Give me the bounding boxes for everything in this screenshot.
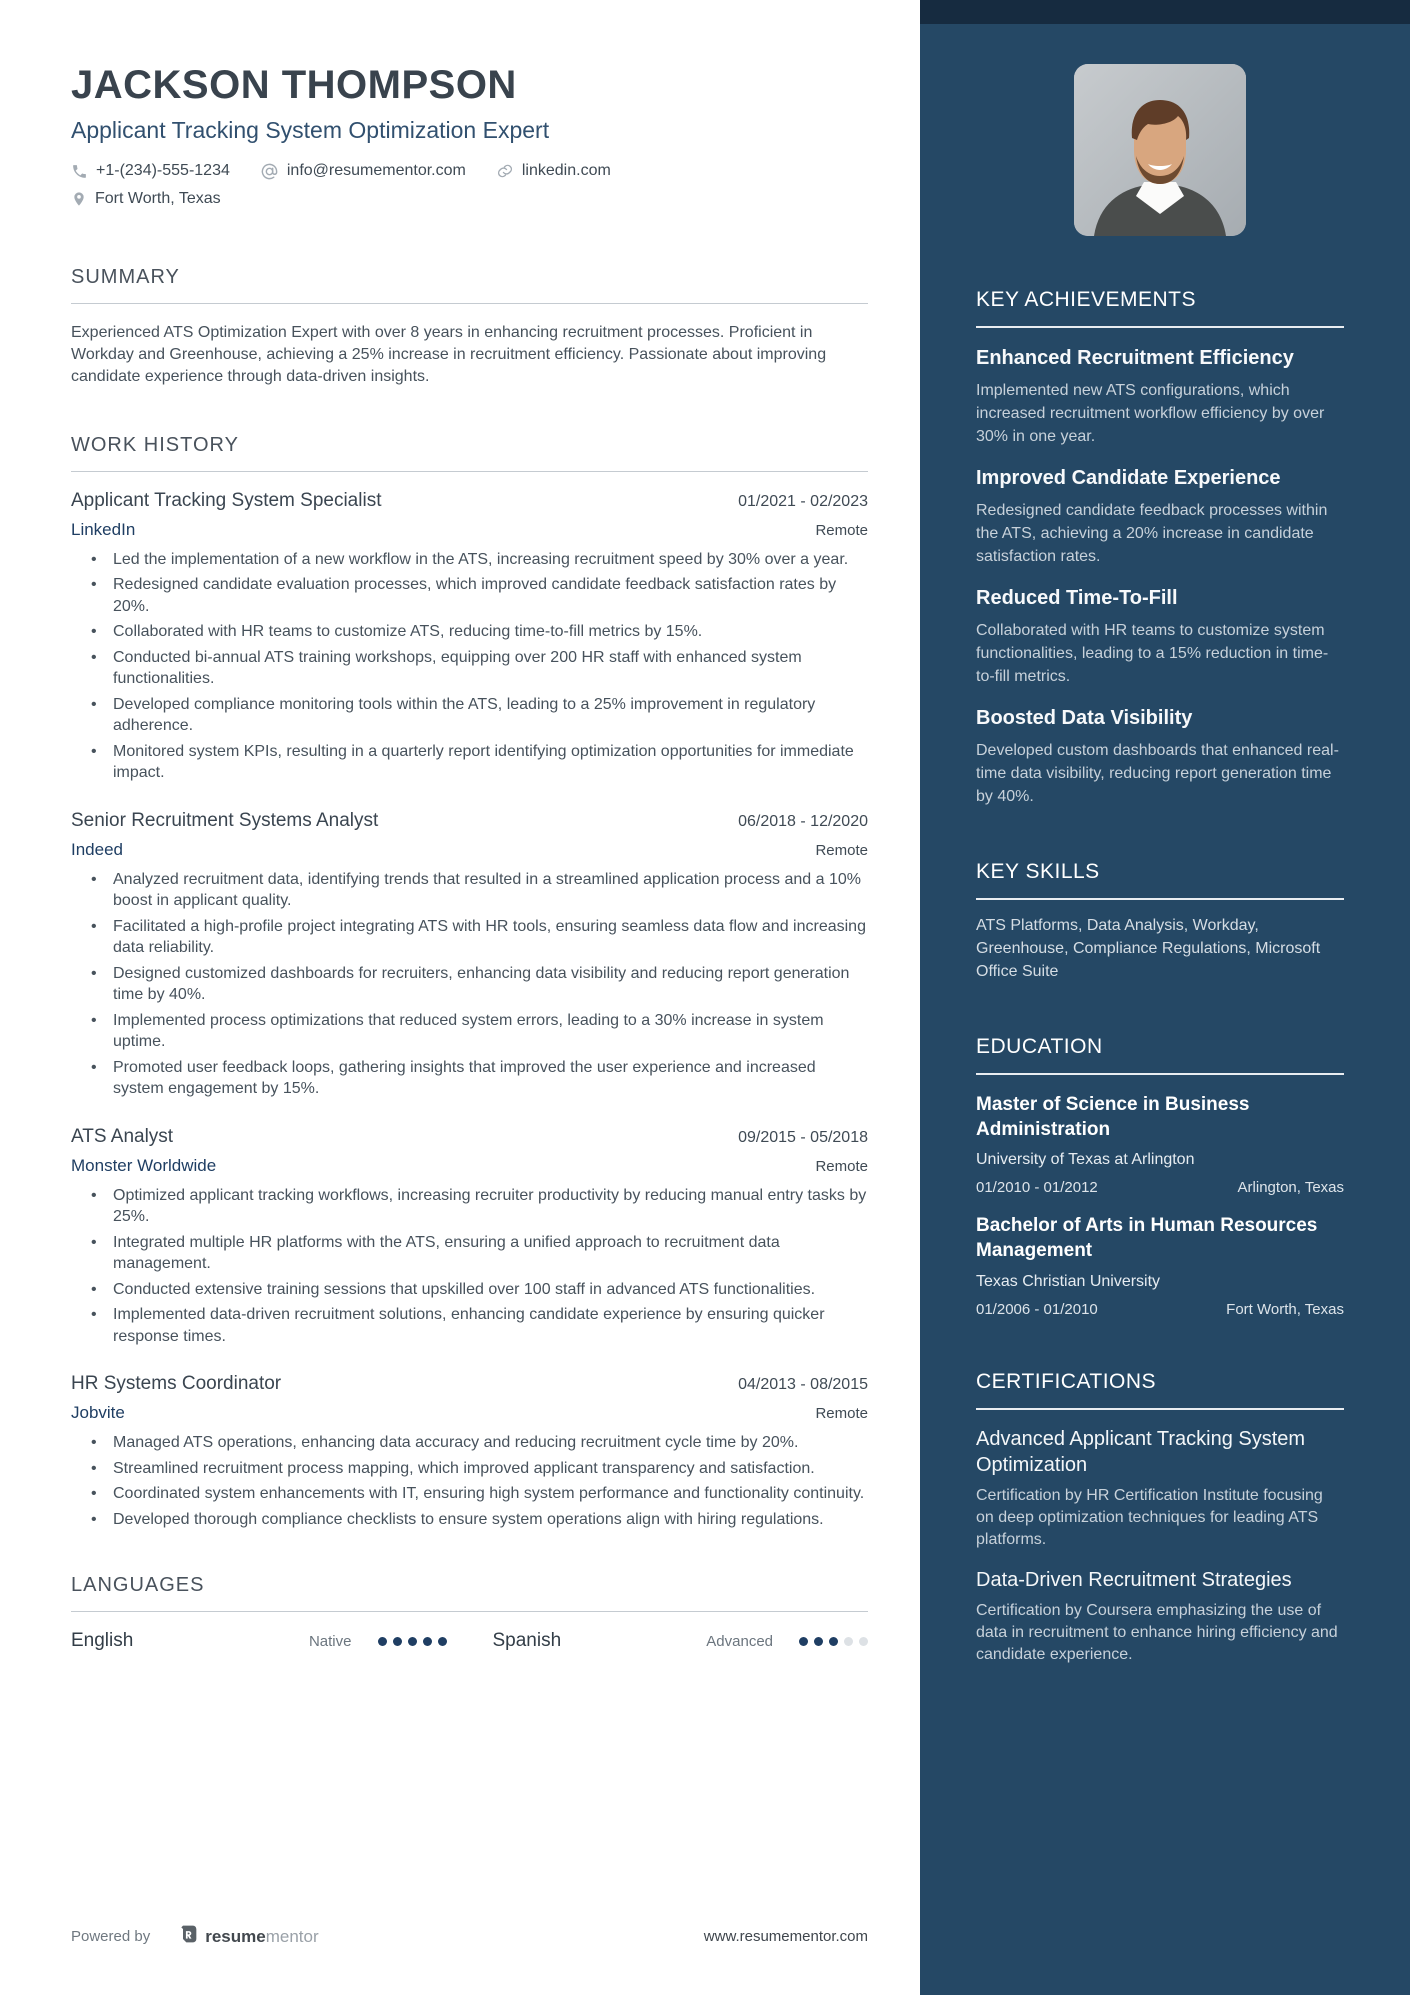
key-skills-text: ATS Platforms, Data Analysis, Workday, Greenhouse, Compliance Regulations, Microsoft Office Suite [976,917,1321,980]
email-contact[interactable] [260,162,466,181]
job-title: Applicant Tracking System Specialist [71,489,382,511]
job-bullets [71,549,868,784]
email-address: info@resumementor.com [286,162,466,180]
job-bullet: • Monitored system KPIs, resulting in a quarterly report identifying optimization opportunities for immediate impact. [71,741,868,784]
job-bullet: • Implemented data-driven recruitment solutions, enhancing candidate experience by ensuring quicker response times. [71,1304,868,1347]
job-bullet: • Conducted bi-annual ATS training workshops, equipping over 200 HR staff with enhanced system functionalities. [71,647,868,690]
language-proficiency-dots [372,1637,447,1646]
education-dates: 01/2010 - 01/2012 [976,1179,1098,1197]
job-company: Indeed [71,839,123,859]
dot-filled [799,1637,808,1646]
language-level: Native [308,1632,352,1650]
achievement-text: Redesigned candidate feedback processes within the ATS, achieving a 20% increase in candidate satisfaction rates. [976,502,1328,565]
resumementor-logo-icon [178,1924,198,1949]
job-bullet: • Promoted user feedback loops, gathering insights that improved the user experience and increased system engagement by 15%. [71,1057,868,1100]
certification-title: Data-Driven Recruitment Strategies [976,1568,1292,1591]
certifications-section [976,1370,1344,1666]
job-bullet: • Developed thorough compliance checklists to ensure system operations align with hiring regulations. [71,1509,868,1531]
achievement-title: Improved Candidate Experience [976,467,1281,489]
job-title: HR Systems Coordinator [71,1373,282,1395]
certification-text: Certification by HR Certification Institute focusing on deep optimization techniques for leading ATS platforms. [976,1486,1323,1548]
website-contact[interactable] [496,162,611,180]
education-section [976,1035,1344,1318]
education-heading: EDUCATION [976,1035,1344,1075]
dot-empty [844,1637,853,1646]
certifications-list [976,1426,1344,1666]
language-item [493,1630,869,1652]
job-location: Remote [815,1157,868,1175]
certification-title: Advanced Applicant Tracking System Optimization [976,1427,1306,1476]
job-entry [71,810,868,1100]
achievement-item [976,345,1344,448]
job-bullet: • Coordinated system enhancements with IT, ensuring high system performance and functionality continuity. [71,1483,868,1505]
powered-by-label: Powered by [71,1928,151,1945]
dot-filled [438,1637,447,1646]
job-bullet: • Implemented process optimizations that reduced system errors, leading to a 30% increase in system uptime. [71,1010,868,1053]
page-footer [71,1924,868,1949]
job-entry [71,1373,868,1530]
dot-filled [378,1637,387,1646]
job-location: Remote [815,841,868,859]
location-contact [71,190,221,208]
at-icon [260,162,279,181]
candidate-title: Applicant Tracking System Optimization Expert [71,117,550,143]
resumementor-logo-text: resumementor [205,1926,319,1946]
phone-icon [71,163,88,180]
key-achievements-section [976,288,1344,808]
job-bullet: • Integrated multiple HR platforms with the ATS, ensuring a unified approach to recruitment data management. [71,1232,868,1275]
work-history-section [71,434,868,1531]
job-bullet: • Conducted extensive training sessions that upskilled over 100 staff in advanced ATS functionalities. [71,1279,868,1301]
summary-section [71,266,868,388]
achievement-title: Reduced Time-To-Fill [976,587,1178,609]
resumementor-logo[interactable] [178,1924,318,1949]
degree-title: Bachelor of Arts in Human Resources Management [976,1215,1318,1262]
job-bullet: • Facilitated a high-profile project integrating ATS with HR tools, ensuring seamless data flow and increasing data reliability. [71,916,868,959]
achievement-item [976,705,1344,808]
language-name: Spanish [492,1630,562,1652]
education-location: Fort Worth, Texas [1226,1300,1344,1318]
job-dates: 09/2015 - 05/2018 [738,1128,868,1146]
dot-filled [408,1637,417,1646]
job-entry [71,490,868,784]
key-achievements-list [976,345,1344,808]
contact-block [71,162,868,208]
job-entry [71,1126,868,1348]
phone-contact[interactable] [71,162,230,180]
job-dates: 04/2013 - 08/2015 [738,1376,868,1394]
dot-filled [423,1637,432,1646]
languages-section [71,1574,868,1652]
footer-website-url[interactable]: www.resumementor.com [703,1928,868,1945]
key-achievements-heading: KEY ACHIEVEMENTS [976,288,1344,328]
job-bullet: • Redesigned candidate evaluation processes, which improved candidate feedback satisfaction rates by 20%. [71,574,868,617]
job-dates: 01/2021 - 02/2023 [738,492,868,510]
language-name: English [71,1630,134,1652]
education-dates: 01/2006 - 01/2010 [976,1300,1098,1318]
sidebar [920,0,1410,1995]
job-title: ATS Analyst [71,1125,174,1147]
contact-row-1 [71,162,868,181]
job-bullet: • Managed ATS operations, enhancing data accuracy and reducing recruitment cycle time by 20%. [71,1432,868,1454]
language-item [71,1630,447,1652]
school-name: University of Texas at Arlington [976,1151,1195,1169]
contact-row-2 [71,190,868,208]
job-bullet: • Streamlined recruitment process mapping, which improved applicant transparency and satisfaction. [71,1458,868,1480]
certifications-heading: CERTIFICATIONS [976,1370,1344,1410]
job-company: LinkedIn [71,519,136,539]
certification-entry [976,1426,1344,1551]
link-icon [496,162,514,180]
job-bullet: • Analyzed recruitment data, identifying trends that resulted in a streamlined application process and a 10% boost in applicant quality. [71,869,868,912]
job-bullet: • Led the implementation of a new workflow in the ATS, increasing recruitment speed by 30% over a year. [71,549,868,571]
achievement-item [976,465,1344,568]
languages-heading: LANGUAGES [71,1574,868,1612]
job-company: Monster Worldwide [71,1155,217,1175]
achievement-text: Developed custom dashboards that enhanced real-time data visibility, reducing report generation time by 40%. [976,742,1339,805]
candidate-name: JACKSON THOMPSON [71,63,517,107]
job-company: Jobvite [71,1403,125,1423]
languages-grid [71,1630,868,1652]
job-bullet: • Developed compliance monitoring tools within the ATS, leading to a 25% improvement in regulatory adherence. [71,694,868,737]
education-entry [976,1214,1344,1317]
language-level: Advanced [706,1632,773,1650]
job-bullets [71,1185,868,1348]
education-entry [976,1093,1344,1196]
job-bullets [71,1432,868,1530]
achievement-item [976,585,1344,688]
profile-photo [1074,64,1246,236]
job-bullet: • Collaborated with HR teams to customize ATS, reducing time-to-fill metrics by 15%. [71,621,868,643]
job-title: Senior Recruitment Systems Analyst [71,809,379,831]
dot-empty [859,1637,868,1646]
key-skills-heading: KEY SKILLS [976,860,1344,900]
job-bullet: • Designed customized dashboards for recruiters, enhancing data visibility and reducing report generation time by 40%. [71,963,868,1006]
school-name: Texas Christian University [976,1272,1161,1290]
dot-filled [814,1637,823,1646]
achievement-text: Collaborated with HR teams to customize system functionalities, leading to a 15% reduction in time-to-fill metrics. [976,622,1329,685]
job-bullet: • Optimized applicant tracking workflows, increasing recruiter productivity by reducing manual entry tasks by 25%. [71,1185,868,1228]
education-location: Arlington, Texas [1237,1179,1344,1197]
dot-filled [829,1637,838,1646]
phone-number: +1-(234)-555-1234 [96,162,230,180]
sidebar-top-strip [920,0,1410,24]
summary-text: Experienced ATS Optimization Expert with over 8 years in enhancing recruitment processes. Proficient in Workday and Greenhouse, achieving a 25% increase in recruitment efficiency. Passionate about improving candidate experience through data-driven insights. [71,323,827,385]
job-location: Remote [815,1405,868,1423]
achievement-title: Enhanced Recruitment Efficiency [976,347,1294,369]
education-list [976,1093,1344,1318]
job-location: Remote [815,521,868,539]
location-text: Fort Worth, Texas [95,189,221,207]
summary-heading: SUMMARY [71,266,868,304]
website-url: linkedin.com [521,162,611,180]
certification-text: Certification by Coursera emphasizing the use of data in recruitment to enhance hiring efficiency and candidate experience. [976,1601,1338,1663]
dot-filled [393,1637,402,1646]
language-proficiency-dots [793,1637,868,1646]
job-dates: 06/2018 - 12/2020 [738,812,868,830]
work-history-heading: WORK HISTORY [71,434,868,472]
achievement-text: Implemented new ATS configurations, which increased recruitment workflow efficiency by over 30% in one year. [976,382,1325,445]
certification-entry [976,1567,1344,1666]
degree-title: Master of Science in Business Administration [976,1094,1250,1140]
job-bullets [71,869,868,1100]
key-skills-section [976,860,1344,983]
achievement-title: Boosted Data Visibility [976,707,1193,729]
map-pin-icon [71,191,87,207]
